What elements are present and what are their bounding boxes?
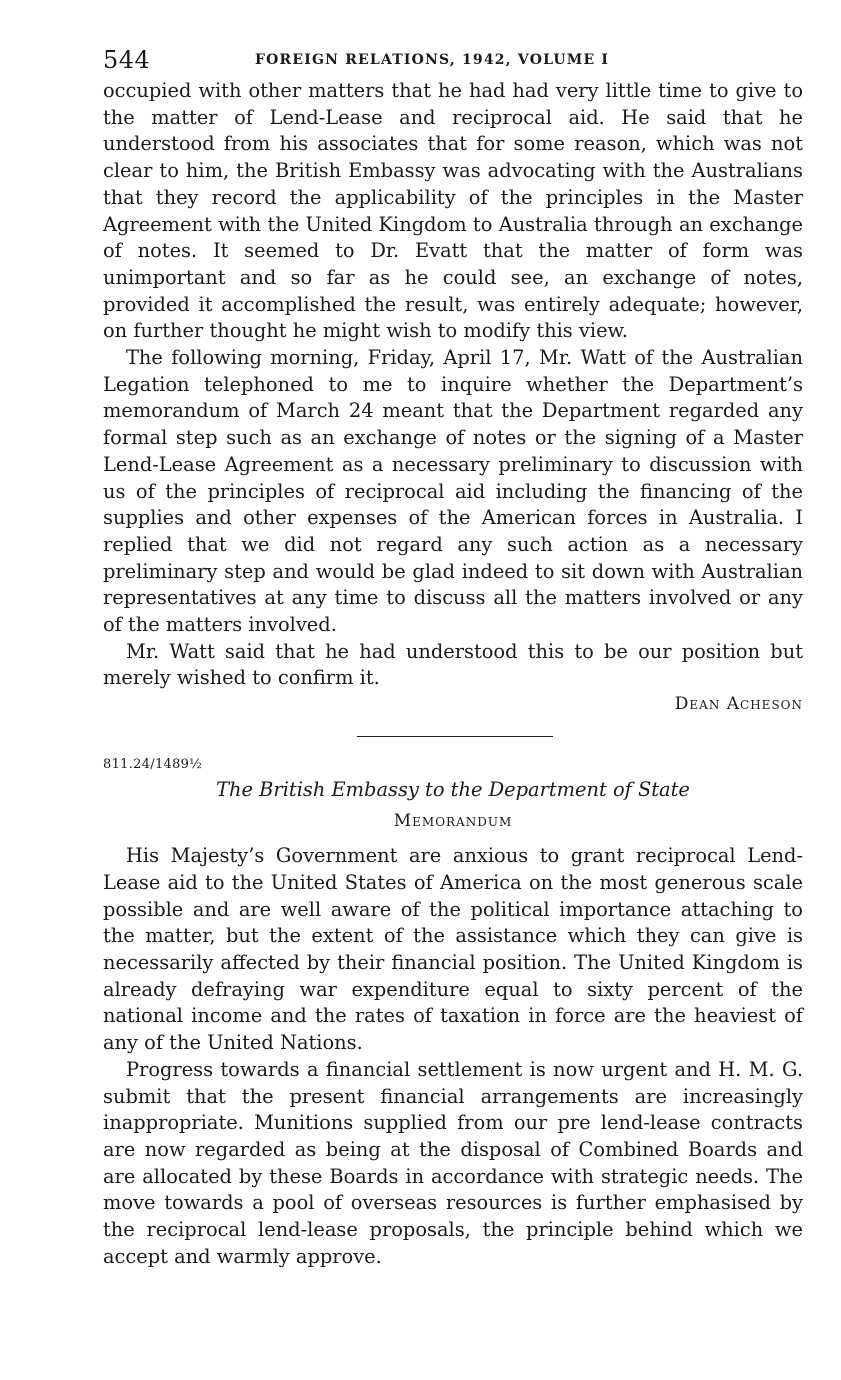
signature: Dean Acheson (674, 694, 803, 715)
letter-paragraph-1: occupied with other matters that he had had very little time to give to the matter of Lend-Lease and reciprocal aid. He said that he understood from his associates that for some reason, which was not clear to him, the British Embassy was advocating with the Australians that they record the applicability of the principles in the Master Agreement with the United Kingdom to Australia through an exchange of notes. It seemed to Dr. Evatt that the matter of form was unimportant and so far as he could see, an exchange of notes, provided it accomplished the result, was entirely adequate; however, on further thought he might wish to modify this view. (103, 79, 803, 343)
memorandum-section (103, 757, 803, 1270)
document-title: The British Embassy to the Department of State (216, 778, 690, 802)
letter-paragraph-2: The following morning, Friday, April 17, Mr. Watt of the Australian Legation telephoned to me to inquire whether the Department’s memorandum of March 24 meant that the Department regarded any formal step such as an exchange of notes or the signing of a Master Lend-Lease Agreement as a necessary preliminary to discussion with us of the principles of reciprocal aid including the financing of the supplies and other expenses of the American forces in Australia. I replied that we did not regard any such action as a necessary preliminary step and would be glad indeed to sit down with Australian representatives at any time to discuss all the matters involved or any of the matters involved. (103, 346, 803, 637)
page-header (103, 44, 803, 78)
section-divider (357, 736, 553, 737)
file-number: 811.24/1489½ (103, 757, 203, 773)
running-head: FOREIGN RELATIONS, 1942, VOLUME I (255, 52, 610, 68)
memo-paragraph-2: Progress towards a financial settlement is now urgent and H. M. G. submit that the present financial arrangements are increasingly inappropriate. Munitions supplied from our pre lend-lease contracts are now regarded as being at the disposal of Combined Boards and are allocated by these Boards in accordance with strategic needs. The move towards a pool of overseas resources is further emphasised by the reciprocal lend-lease proposals, the principle behind which we accept and warmly approve. (103, 1057, 803, 1268)
letter-continuation (103, 78, 803, 722)
page-number: 544 (103, 46, 151, 74)
letter-paragraph-3: Mr. Watt said that he had understood this to be our position but merely wished to confirm it. (103, 639, 803, 690)
memo-paragraph-1: His Majesty’s Government are anxious to grant reciprocal Lend-Lease aid to the United States of America on the most generous scale possible and are well aware of the political importance attaching to the matter, but the extent of the assistance which they can give is necessarily affected by their financial position. The United Kingdom is already defraying war expenditure equal to sixty percent of the national income and the rates of taxation in force are the heaviest of any of the United Nations. (103, 844, 803, 1055)
document-type-heading: Memorandum (393, 811, 513, 832)
document-page (103, 44, 803, 1270)
